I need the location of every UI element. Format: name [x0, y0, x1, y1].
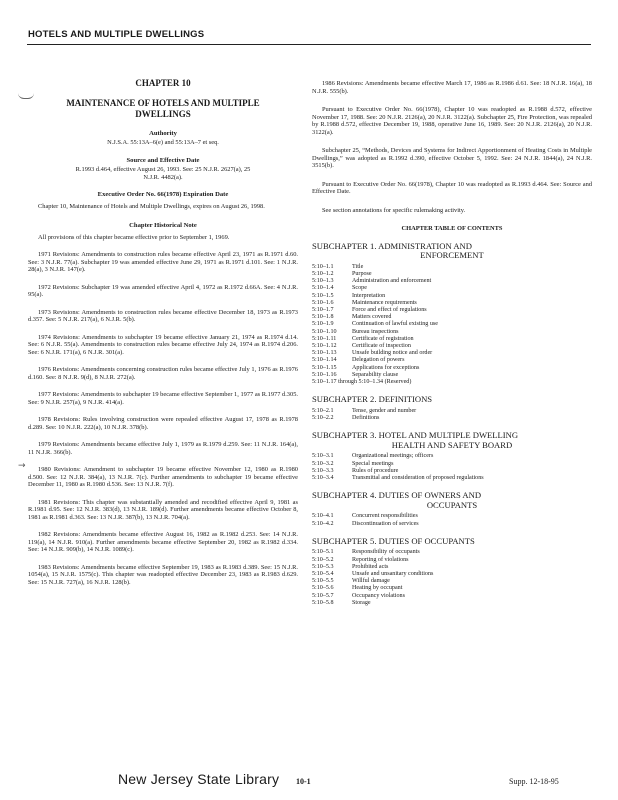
toc-entry [312, 329, 592, 336]
section-title: Scope [352, 285, 367, 292]
toc-entry [312, 521, 592, 528]
history-paragraph: 1980 Revisions: Amendment to subchapter 19 became effective November 12, 1980 as R.1980 d.500. See: 12 N.J.R. 384(a), 13 N.J.R. 7(c). Further amendments to subchapter 19 became effective December 11, 1980 as R.1980 d.536. See: 13 N.J.R. 7(f). [28, 466, 298, 488]
toc-entry [312, 549, 592, 556]
section-list [312, 453, 592, 482]
section-title: Delegation of powers [352, 357, 405, 364]
toc-entry [312, 285, 592, 292]
section-title: Organizational meetings; officers [352, 453, 434, 460]
subchapter-title-line: SUBCHAPTER 2. DEFINITIONS [312, 394, 433, 405]
history-paragraph: 1977 Revisions: Amendments to subchapter 19 became effective September 1, 1977 as R.1977 d.305. See: 9 N.J.R. 257(a), 9 N.J.R. 414(a). [28, 391, 298, 406]
authority-heading: Authority [149, 129, 177, 137]
toc-subchapter [312, 431, 592, 482]
section-title: Concurrent responsibilities [352, 513, 418, 520]
toc-entry [312, 321, 592, 328]
section-number: 5:10–5.5 [312, 578, 334, 585]
section-title: Responsibility of occupants [352, 549, 420, 556]
toc-entry [312, 336, 592, 343]
toc-entry [312, 372, 592, 379]
history-paragraph: 1972 Revisions: Subchapter 19 was amended effective April 4, 1972 as R.1972 d.66A. See: 4 N.J.R. 95(a). [28, 283, 298, 298]
section-number: 5:10–5.7 [312, 592, 334, 599]
subchapter-title [312, 242, 592, 261]
history-paragraph: 1973 Revisions: Amendments to construction rules became effective December 18, 1973 as R.1973 d.357. See: 5 N.J.R. 217(a), 6 N.J.R. 5(b). [28, 308, 298, 323]
toc-entry [312, 578, 592, 585]
history-paragraph: 1971 Revisions: Amendments to construction rules became effective April 23, 1971 as R.1971 d.60. See: 3 N.J.R. 77(a). Subchapter 19 was amended effective June 29, 1971 as R.1971 d.101. See: 1 N.J.R. 28(a), 3 N.J.R. 147(e). [28, 251, 298, 273]
section-title: Interpretation [352, 292, 386, 299]
toc-entry [312, 475, 592, 482]
subchapter-title [312, 537, 592, 547]
chapter-number: CHAPTER 10 [135, 78, 191, 88]
toc-entry [312, 453, 592, 460]
history-paragraph: 1974 Revisions: Amendments to subchapter 19 became effective January 21, 1974 as R.1974 d.14. See: 6 N.J.R. 55(a). Amendments to construction rules became effective July 24, 1974 as R.1974 d.206. See: 6 N.J.R. 171(a), 6 N.J.R. 301(a). [28, 333, 298, 356]
toc-subchapter [312, 242, 592, 387]
history-paragraph: 1983 Revisions: Amendments became effective September 19, 1983 as R.1983 d.389. See: 15 N.J.R. 1054(a), 15 N.J.R. 1575(c). This chapter was readopted effective December 23, 1983 as R.1983 d.629. See: 15 N.J.R. 727(a), 16 N.J.R. 128(b). [28, 563, 298, 586]
section-title: Title [352, 263, 364, 270]
section-title: Force and effect of regulations [352, 306, 427, 313]
section-number: 5:10–1.8 [312, 314, 334, 321]
section-number: 5:10–5.6 [312, 585, 334, 592]
right-column [312, 80, 592, 607]
history-paragraph: All provisions of this chapter became effective prior to September 1, 1969. [38, 233, 230, 241]
section-list [312, 264, 592, 386]
section-title: Certificate of inspection [352, 342, 411, 349]
section-title: Applications for exceptions [352, 364, 420, 371]
subchapter-title-line: HEALTH AND SAFETY BOARD [391, 439, 513, 450]
section-list [312, 549, 592, 607]
subchapter-title-line: SUBCHAPTER 4. DUTIES OF OWNERS AND [312, 490, 482, 501]
toc-entry [312, 564, 592, 571]
toc-entry [312, 415, 592, 422]
toc-entry [312, 365, 592, 372]
section-number: 5:10–1.14 [312, 357, 337, 364]
toc-entry [312, 557, 592, 564]
section-title: Willful damage [352, 578, 390, 585]
section-number: 5:10–3.2 [312, 460, 334, 467]
revision-paragraph: Subchapter 25, “Methods, Devices and Systems for Indirect Apportionment of Heating Costs in Multiple Dwellings,” was adopted as R.1992 d.390, effective October 5, 1992. See: 24 N.J.R. 1844(a), 24 N.J.R. 3515(b). [312, 147, 592, 169]
section-title: Reporting of violations [352, 556, 409, 563]
section-list [312, 513, 592, 527]
subchapter-title-line: ENFORCEMENT [420, 250, 484, 261]
section-title: Discontinuation of services [352, 520, 419, 527]
section-number: 5:10–1.16 [312, 371, 337, 378]
section-number: 5:10–1.11 [312, 335, 337, 342]
section-number: 5:10–1.7 [312, 306, 334, 313]
section-title: Continuation of lawful existing use [352, 321, 438, 328]
section-number: 5:10–2.1 [312, 407, 334, 414]
toc-entry [312, 513, 592, 520]
toc-entry [312, 271, 592, 278]
toc-entry [312, 264, 592, 271]
section-title: Occupancy violations [352, 592, 405, 599]
section-title: Bureau inspections [352, 328, 399, 335]
toc-entry [312, 461, 592, 468]
section-number: 5:10–1.4 [312, 285, 334, 292]
subchapter-title [312, 491, 592, 510]
revision-paragraph: See section annotations for specific rulemaking activity. [322, 206, 466, 214]
section-title: Unsafe and unsanitary conditions [352, 570, 434, 577]
section-number: 5:10–3.3 [312, 467, 334, 474]
section-title: Tense, gender and number [352, 407, 417, 414]
header-rule [27, 44, 591, 45]
revision-paragraph: Pursuant to Executive Order No. 66(1978), Chapter 10 was readopted as R.1988 d.572, effective November 17, 1988. See: 20 N.J.R. 2126(a), 20 N.J.R. 3122(a). Subchapter 25, Fire Protection, was repealed by R.1988 d.572, effective December 19, 1988, operative June 16, 1989. See: 20 N.J.R. 2126(a), 20 N.J.R. 3122(a). [312, 106, 592, 136]
section-title: Definitions [352, 414, 380, 421]
exec-order-heading: Executive Order No. 66(1978) Expiration Date [97, 191, 229, 198]
section-title: Rules of procedure [352, 467, 399, 474]
section-number: 5:10–3.1 [312, 453, 334, 460]
section-title: Maintenance requirements [352, 299, 417, 306]
revision-paragraph: Pursuant to Executive Order No. 66(1978), Chapter 10 was readopted as R.1993 d.464. See: Source and Effective Date. [312, 180, 592, 195]
subchapter-title [312, 395, 592, 405]
section-list [312, 408, 592, 422]
section-title: Unsafe building notice and order [352, 350, 433, 357]
section-number: 5:10–1.9 [312, 321, 334, 328]
section-number: 5:10–5.4 [312, 570, 334, 577]
authority-text: N.J.S.A. 55:13A–6(e) and 55:13A–7 et seq. [107, 139, 219, 146]
source-text: R.1993 d.464, effective August 26, 1993. See: 25 N.J.R. 2627(a), 25 N.J.R. 4482(a). [75, 166, 251, 181]
toc-entry [312, 585, 592, 592]
margin-mark: → [18, 461, 26, 471]
section-number: 5:10–4.1 [312, 513, 334, 520]
subchapter-title-line: SUBCHAPTER 1. ADMINISTRATION AND [312, 240, 472, 251]
section-title: Storage [352, 599, 371, 606]
section-title: Prohibited acts [352, 563, 389, 570]
section-title: Transmittal and consideration of proposed regulations [352, 474, 484, 481]
toc-entry [312, 468, 592, 475]
section-number: 5:10–1.13 [312, 350, 337, 357]
revision-paragraph: 1986 Revisions: Amendments became effective March 17, 1986 as R.1986 d.61. See: 18 N.J.R. 16(a), 18 N.J.R. 555(b). [312, 80, 592, 95]
section-title: Certificate of registration [352, 335, 414, 342]
subchapter-title [312, 431, 592, 450]
left-column [28, 80, 298, 586]
section-title: Purpose [352, 270, 372, 277]
section-number: 5:10–1.5 [312, 292, 334, 299]
toc-heading: CHAPTER TABLE OF CONTENTS [401, 225, 503, 232]
history-paragraph: 1982 Revisions: Amendments became effective August 16, 1982 as R.1982 d.253. See: 14 N.J.R. 119(a), 14 N.J.R. 910(a). Further amendments became effective September 20, 1982 as R.1982 d.334. See: 14 N.J.R. 909(b), 14 N.J.R. 1089(c). [28, 531, 298, 553]
toc-subchapter [312, 491, 592, 528]
subchapter-title-line: SUBCHAPTER 3. HOTEL AND MULTIPLE DWELLING [312, 430, 519, 441]
section-title: Matters covered [352, 314, 392, 321]
toc-entry [312, 307, 592, 314]
section-title: Special meetings [352, 460, 394, 467]
section-number: 5:10–2.2 [312, 414, 334, 421]
section-number: 5:10–3.4 [312, 474, 334, 481]
toc-entry [312, 408, 592, 415]
page-number: 10-1 [296, 777, 311, 786]
toc-entry-reserved [312, 379, 592, 386]
toc-entry [312, 357, 592, 364]
toc-entry [312, 593, 592, 600]
section-number: 5:10–1.10 [312, 328, 337, 335]
supplement-date: Supp. 12-18-95 [509, 777, 559, 786]
section-number: 5:10–1.15 [312, 364, 337, 371]
toc-subchapter [312, 537, 592, 607]
section-number: 5:10–5.3 [312, 563, 334, 570]
toc-entry [312, 278, 592, 285]
section-number: 5:10–5.8 [312, 599, 334, 606]
history-heading: Chapter Historical Note [129, 222, 197, 229]
section-number: 5:10–5.2 [312, 556, 334, 563]
section-number: 5:10–5.1 [312, 549, 334, 556]
library-stamp: New Jersey State Library [118, 771, 280, 787]
section-number: 5:10–1.12 [312, 342, 337, 349]
section-number: 5:10–4.2 [312, 520, 334, 527]
running-head: HOTELS AND MULTIPLE DWELLINGS [28, 29, 205, 40]
exec-order-text: Chapter 10, Maintenance of Hotels and Multiple Dwellings, expires on August 26, 1998. [38, 202, 265, 210]
section-number: 5:10–1.1 [312, 263, 334, 270]
subchapter-title-line: SUBCHAPTER 5. DUTIES OF OCCUPANTS [312, 535, 475, 546]
section-number: 5:10–1.6 [312, 299, 334, 306]
section-title: Separability clause [352, 371, 399, 378]
history-paragraph: 1978 Revisions: Rules involving construction were repealed effective August 17, 1978 as R.1978 d.289. See: 10 N.J.R. 222(a), 10 N.J.R. 378(b). [28, 416, 298, 431]
toc-subchapter [312, 395, 592, 422]
section-number: 5:10–1.3 [312, 278, 334, 285]
history-paragraph: 1979 Revisions: Amendments became effective July 1, 1979 as R.1979 d.259. See: 11 N.J.R. 164(a), 11 N.J.R. 366(b). [28, 441, 298, 456]
section-title: Heating by occupant [352, 585, 403, 592]
toc-entry [312, 300, 592, 307]
history-paragraph: 1976 Revisions: Amendments concerning construction rules became effective July 1, 1976 as R.1976 d.160. See: 8 N.J.R. 9(d), 8 N.J.R. 272(a). [28, 366, 298, 381]
subchapter-title-line: OCCUPANTS [426, 499, 478, 510]
toc-entry [312, 600, 592, 607]
section-number: 5:10–1.2 [312, 270, 334, 277]
chapter-title: MAINTENANCE OF HOTELS AND MULTIPLE DWELLINGS [66, 97, 260, 119]
reserved-range: 5:10–1.17 through 5:10–1.34 (Reserved) [312, 378, 412, 385]
toc-entry [312, 293, 592, 300]
section-title: Administration and enforcement [352, 278, 432, 285]
history-paragraph: 1981 Revisions: This chapter was substantially amended and recodified effective April 9, 1981 as R.1981 d.95. See: 12 N.J.R. 383(d), 13 N.J.R. 189(d). Further amendments became effective October 8, 1981 as R.1981 d.363. See: 13 N.J.R. 387(b), 13 N.J.R. 704(a). [28, 498, 298, 521]
source-heading: Source and Effective Date [126, 156, 200, 164]
